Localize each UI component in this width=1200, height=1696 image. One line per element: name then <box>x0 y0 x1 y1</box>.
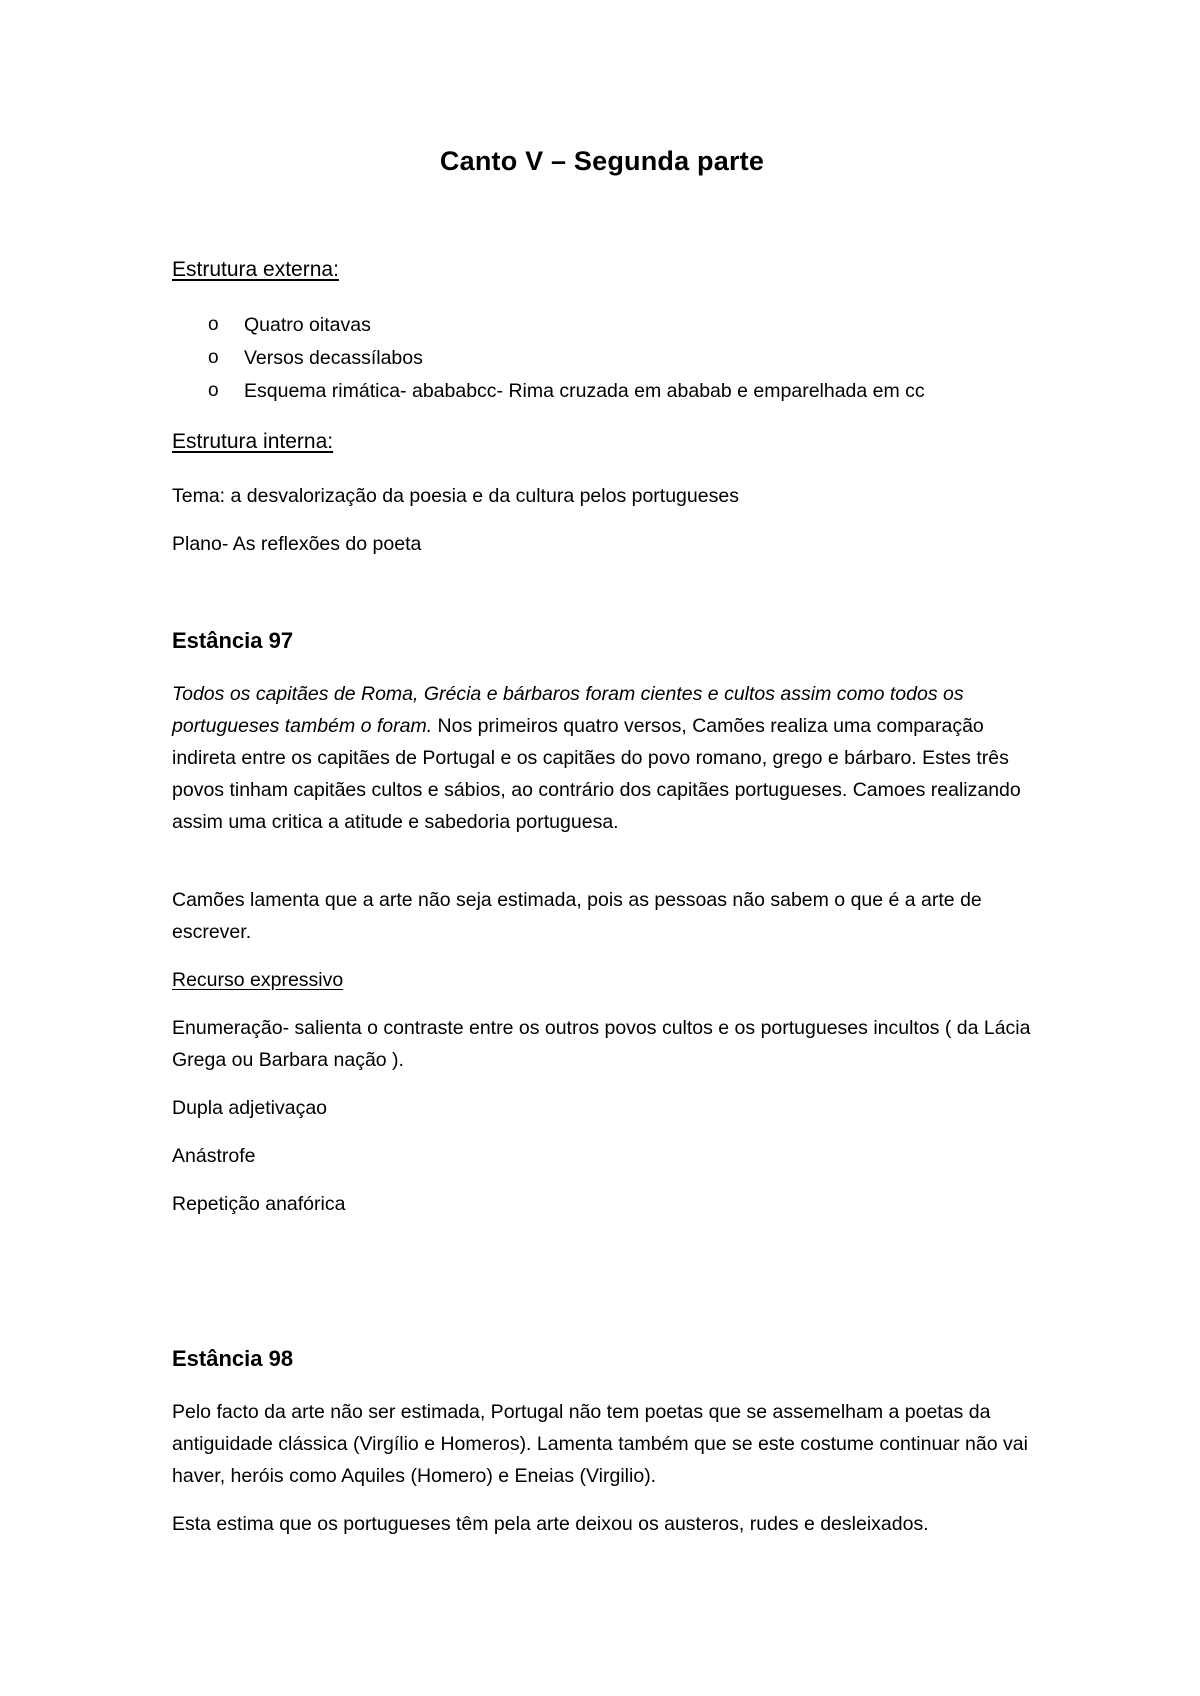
resource-enumeration: Enumeração- salienta o contraste entre os outros povos cultos e os portugueses incultos ( da Lácia Grega ou Barbara nação ). <box>172 1017 1031 1071</box>
internal-structure-heading: Estrutura interna: <box>172 430 334 453</box>
expressive-resource-heading: Recurso expressivo <box>172 969 344 991</box>
bullet-circle-icon: o <box>208 347 219 368</box>
stanza-98-paragraph-2: Esta estima que os portugueses têm pela arte deixou os austeros, rudes e desleixados. <box>172 1513 929 1535</box>
list-item-text: Versos decassílabos <box>244 347 423 369</box>
bullet-circle-icon: o <box>208 380 219 401</box>
external-structure-list <box>172 310 1032 409</box>
document-title: Canto V – Segunda parte <box>439 146 765 176</box>
list-item <box>172 343 1032 376</box>
list-item-text: Quatro oitavas <box>244 314 371 336</box>
resource-double-adjectivation: Dupla adjetivaçao <box>172 1097 328 1119</box>
stanza-97-italic-text: Todos os capitães de Roma, Grécia e bárbaros foram cientes e cultos assim como todos os portugueses também o foram. <box>172 683 964 737</box>
list-item <box>172 376 1032 409</box>
list-item <box>172 310 1032 343</box>
theme-paragraph: Tema: a desvalorização da poesia e da cultura pelos portugueses <box>172 485 739 507</box>
stanza-98-heading: Estância 98 <box>172 1346 294 1371</box>
stanza-98-paragraph-1: Pelo facto da arte não ser estimada, Portugal não tem poetas que se assemelham a poetas da antiguidade clássica (Virgílio e Homeros). Lamenta também que se este costume continuar não vai haver, heróis como Aquiles (Homero) e Eneias (Virgilio). <box>172 1401 1028 1487</box>
stanza-97-paragraph-2: Camões lamenta que a arte não seja estimada, pois as pessoas não sabem o que é a arte de escrever. <box>172 889 982 943</box>
stanza-97-text: Nos primeiros quatro versos, Camões realiza uma comparação indireta entre os capitães de Portugal e os capitães do povo romano, grego e bárbaro. Estes três povos tinham capitães cultos e sábios, ao contrário dos capitães portugueses. Camoes realizando assim uma critica a atitude e sabedoria portuguesa. <box>172 715 1021 833</box>
stanza-97-paragraph-1 <box>172 678 1032 838</box>
resource-anaphora: Repetição anafórica <box>172 1193 346 1215</box>
resource-anastrophe: Anástrofe <box>172 1145 256 1167</box>
bullet-circle-icon: o <box>208 314 219 335</box>
stanza-97-heading: Estância 97 <box>172 628 294 653</box>
external-structure-heading: Estrutura externa: <box>172 258 339 281</box>
list-item-text: Esquema rimática- abababcc- Rima cruzada em ababab e emparelhada em cc <box>244 380 925 402</box>
plan-paragraph: Plano- As reflexões do poeta <box>172 533 422 555</box>
